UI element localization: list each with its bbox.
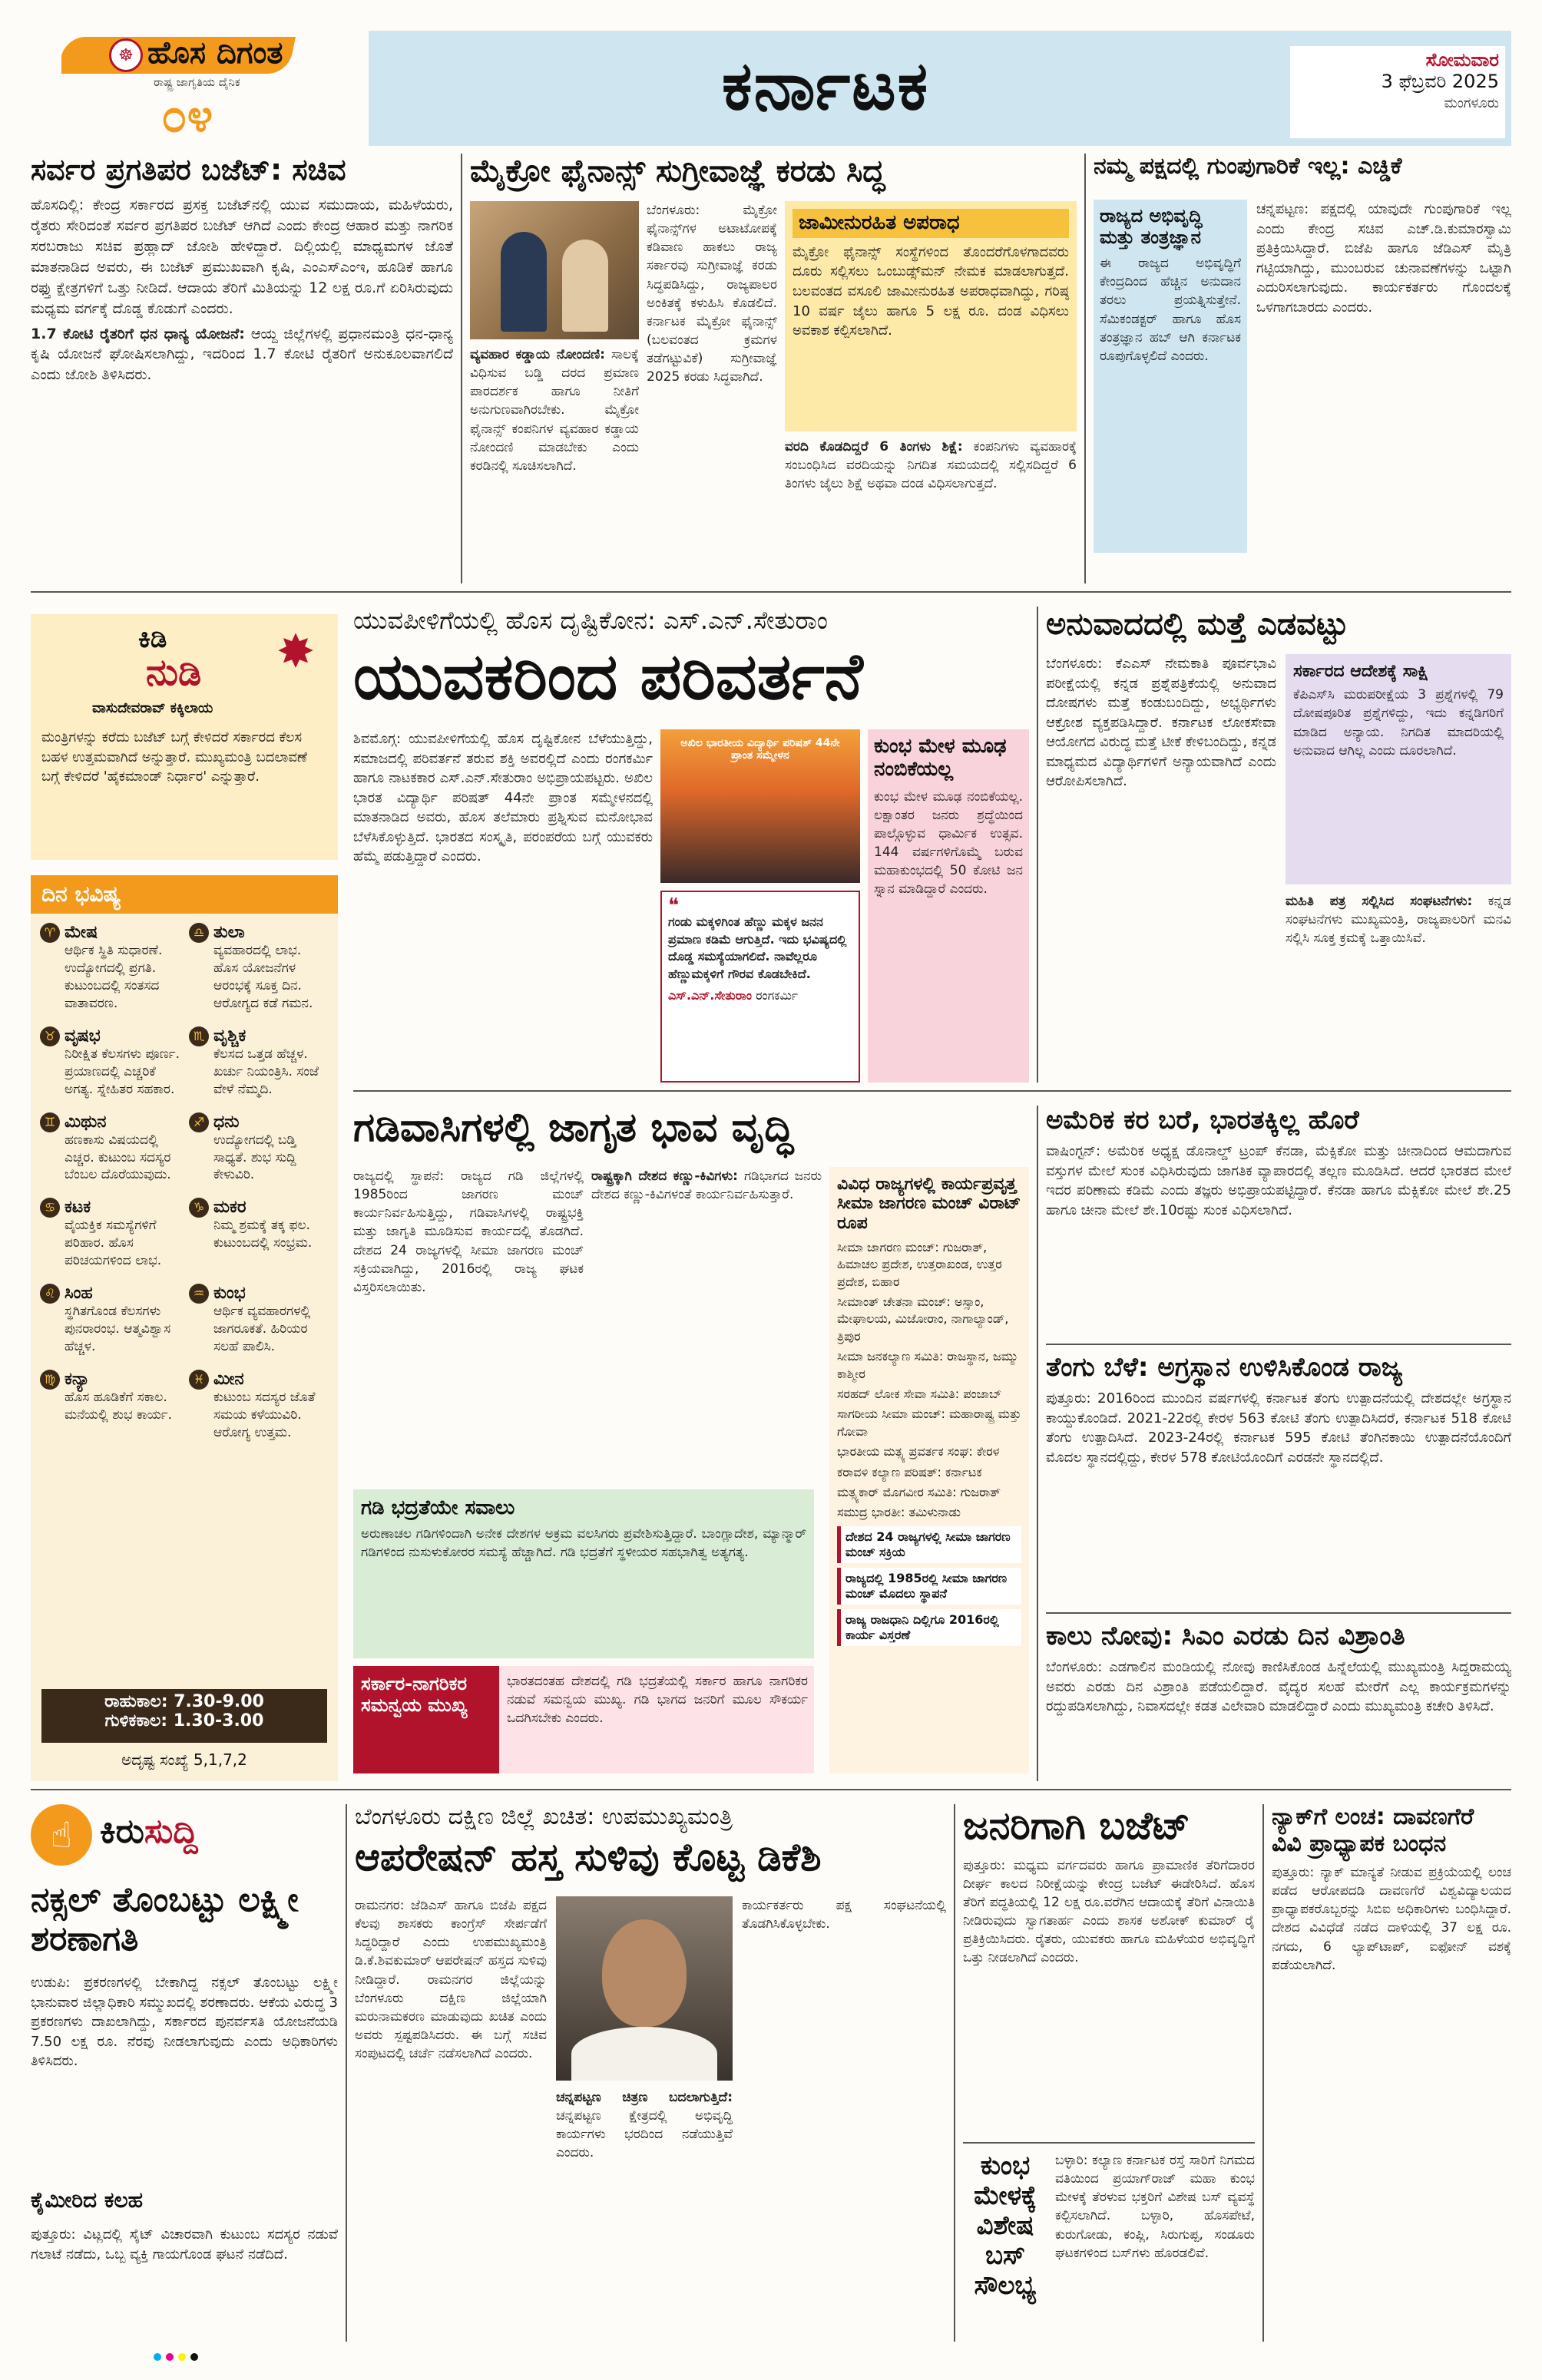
subhead: 1.7 ಕೋಟಿ ರೈತರಿಗೆ ಧನ ಧಾನ್ಯ ಯೋಜನೆ: [31,325,245,342]
kiru-hand-icon: ☝ [31,1804,92,1866]
zodiac-icon: ♉ [40,1026,60,1046]
kidi-title-small: ಕಿಡಿ [138,623,167,654]
sign-name: ಕನ್ಯಾ [65,1370,90,1389]
portrait-body-icon [571,2027,717,2081]
kiru-item-headline: ಕೈಮೀರಿದ ಕಲಹ [31,2188,144,2213]
horoscope-sign [189,1370,329,1442]
sign-content [213,1026,329,1099]
horoscope-sign [40,923,180,1013]
story-body [31,195,453,386]
box-title: ರಾಜ್ಯದ ಅಭಿವೃದ್ಧಿ ಮತ್ತು ತಂತ್ರಜ್ಞಾನ [1100,205,1203,248]
story-body: ಬೆಂಗಳೂರು: ಮೈಕ್ರೋ ಫೈನಾನ್ಸ್‌ಗಳ ಅಟಾಟೋಪಕ್ಕೆ ಕಡಿವಾಣ ಹಾಕಲು ರಾಜ್ಯ ಸರ್ಕಾರವು ಸುಗ್ರೀವಾಜ್ಞೆ ಕರಡು ಸಿದ್ಧಪಡಿಸಿದ್ದು, ರಾಜ್ಯಪಾಲರ ಅಂಕಿತಕ್ಕೆ ಕಳುಹಿಸಿ ಕೊಡಲಿದೆ. ಕರ್ನಾಟಕ ಮೈಕ್ರೋ ಫೈನಾನ್ಸ್ (ಬಲವಂತದ ಕ್ರಮಗಳ ತಡೆಗಟ್ಟುವಿಕೆ) ಸುಗ್ರೀವಾಜ್ಞೆ 2025 ಕರಡು ಸಿದ್ಧವಾಗಿದೆ. [647,203,777,385]
sidebar-title: ವಿವಿಧ ರಾಜ್ಯಗಳಲ್ಲಿ ಕಾರ್ಯಪ್ರವೃತ್ತ ಸೀಮಾ ಜಾಗರಣ ಮಂಚ್ ವಿರಾಟ್ ರೂಪ [837,1175,1021,1233]
story-headline: ನಮ್ಮ ಪಕ್ಷದಲ್ಲಿ ಗುಂಪುಗಾರಿಕೆ ಇಲ್ಲ: ಎಚ್ಡಿಕೆ [1094,154,1402,180]
quote-role: ರಂಗಕರ್ಮಿ [756,987,799,1003]
date-block [1290,46,1505,138]
story-dkshi [355,1804,946,2342]
cyan-mark-icon [154,2353,161,2361]
story-body: ವಾಷಿಂಗ್ಟನ್: ಅಮೆರಿಕ ಅಧ್ಯಕ್ಷ ಡೊನಾಲ್ಡ್ ಟ್ರಂಪ್ ಕೆನಡಾ, ಮೆಕ್ಸಿಕೋ ಮತ್ತು ಚೀನಾದಿಂದ ಆಮದಾಗುವ ವಸ್ತುಗಳ ಮೇಲೆ ಸುಂಕ ವಿಧಿಸಿರುವುದು ಜಾಗತಿಕ ವ್ಯಾಪಾರದಲ್ಲಿ ತಲ್ಲಣ ಮೂಡಿಸಿದೆ. ಆದರೆ ಭಾರತದ ಮೇಲೆ ಇದರ ಪರಿಣಾಮ ಕಡಿಮೆ ಎಂದು ತಜ್ಞರು ಅಭಿಪ್ರಾಯಪಟ್ಟಿದ್ದಾರೆ. ಕೆನಡಾ ಹಾಗೂ ಮೆಕ್ಸಿಕೋ ಮೇಲೆ ಶೇ.25 ಹಾಗೂ ಚೀನಾ ಮೇಲೆ ಶೇ.10ರಷ್ಟು ಸುಂಕ ವಿಧಿಸಲಾಗಿದೆ. [1046,1143,1511,1218]
story-people-budget [963,1804,1255,2342]
person-figure-icon [562,240,608,332]
bail-box [785,201,1077,431]
subhead-text: ಆಯ್ದ ಜಿಲ್ಲೆಗಳಲ್ಲಿ ಪ್ರಧಾನಮಂತ್ರಿ ಧನ-ಧಾನ್ಯ ಕೃಷಿ ಯೋಜನೆ ಘೋಷಿಸಲಾಗಿದ್ದು, ಇದರಿಂದ 1.7 ಕೋಟಿ ರೈತರಿಗೆ ಅನುಕೂಲವಾಗಲಿದೆ ಎಂದು ಜೋಶಿ ತಿಳಿಸಿದರು. [31,325,453,384]
story-body: ಶಿವಮೊಗ್ಗ: ಯುವಪೀಳಿಗೆಯಲ್ಲಿ ಹೊಸ ದೃಷ್ಟಿಕೋನ ಬೆಳೆಯುತ್ತಿದ್ದು, ಸಮಾಜದಲ್ಲಿ ಪರಿವರ್ತನೆ ತರುವ ಶಕ್ತಿ ಅವರಲ್ಲಿದೆ ಎಂದು ರಂಗಕರ್ಮಿ ಹಾಗೂ ನಾಟಕಕಾರ ಎಸ್.ಎನ್.ಸೇತುರಾಂ ಅಭಿಪ್ರಾಯಪಟ್ಟರು. ಅಖಿಲ ಭಾರತ ವಿದ್ಯಾರ್ಥಿ ಪರಿಷತ್ 44ನೇ ಪ್ರಾಂತ ಸಮ್ಮೇಳನದಲ್ಲಿ ಮಾತನಾಡಿದ ಅವರು, ಹೊಸ ತಲೆಮಾರು ಪ್ರಶ್ನಿಸುವ ಮನೋಭಾವ ಬೆಳೆಸಿಕೊಳ್ಳುತ್ತಿದೆ. ಭಾರತದ ಸಂಸ್ಕೃತಿ, ಪರಂಪರೆಯ ಬಗ್ಗೆ ಯುವಕರು ಹೆಮ್ಮೆ ಪಡುತ್ತಿದ್ದಾರೆ ಎಂದರು. [353,731,653,865]
sign-text: ಸ್ಥಗಿತಗೊಂಡ ಕೆಲಸಗಳು ಪುನರಾರಂಭ. ಆತ್ಮವಿಶ್ವಾಸ ಹೆಚ್ಚಳ. [65,1304,171,1355]
row-divider [31,1789,1511,1790]
zodiac-icon: ♎ [189,923,209,943]
person-figure-icon [501,232,547,332]
story-headline: ನ್ಯಾಕ್‌ಗೆ ಲಂಚ: ದಾವಣಗೆರೆ ವಿವಿ ಪ್ರಾಧ್ಯಾಪಕ ಬಂಧನ [1272,1804,1474,1857]
story-coconut [1046,1353,1511,1606]
sign-content [213,923,329,1013]
date-text: 3 ಫೆಬ್ರವರಿ 2025 [1381,71,1499,92]
box-title: ಸರ್ಕಾರ-ನಾಗರಿಕರ ಸಮನ್ವಯ ಮುಖ್ಯ [353,1666,499,1773]
story-headline: ತೆಂಗು ಬೆಳೆ: ಅಗ್ರಸ್ಥಾನ ಉಳಿಸಿಕೊಂಡ ರಾಜ್ಯ [1046,1353,1403,1383]
sign-content [65,1370,180,1442]
story-body-2 [556,2088,733,2342]
microfinance-photo [470,201,639,339]
story-kicker: ಬೆಂಗಳೂರು ದಕ್ಷಿಣ ಜಿಲ್ಲೆ ಖಚಿತ: ಉಪಮುಖ್ಯಮಂತ್ರಿ [355,1804,733,1830]
story-body-2 [1286,892,1511,1076]
horoscope-sign [40,1370,180,1442]
box-body: ಭಾರತದಂತಹ ದೇಶದಲ್ಲಿ ಗಡಿ ಭದ್ರತೆಯಲ್ಲಿ ಸರ್ಕಾರ ಹಾಗೂ ನಾಗರಿಕರ ನಡುವೆ ಸಮನ್ವಯ ಮುಖ್ಯ. ಗಡಿ ಭಾಗದ ಜನರಿಗೆ ಮೂಲ ಸೌಕರ್ಯ ಒದಗಿಸಬೇಕು ಎಂದರು. [507,1674,808,1727]
story-body: ರಾಜ್ಯದಲ್ಲಿ ಸ್ಥಾಪನೆ: ರಾಜ್ಯದ ಗಡಿ ಜಿಲ್ಲೆಗಳಲ್ಲಿ 1985ರಿಂದ ಜಾಗರಣ ಮಂಚ್ ಕಾರ್ಯನಿರ್ವಹಿಸುತ್ತಿದ್ದು, ಗಡಿವಾಸಿಗಳಲ್ಲಿ ರಾಷ್ಟ್ರಭಕ್ತಿ ಮತ್ತು ಜಾಗೃತಿ ಮೂಡಿಸುವ ಕಾರ್ಯದಲ್ಲಿ ತೊಡಗಿದೆ. ದೇಶದ 24 ರಾಜ್ಯಗಳಲ್ಲಿ ಸೀಮಾ ಜಾಗರಣ ಮಂಚ್ ಸಕ್ರಿಯವಾಗಿದ್ದು, 2016ರಲ್ಲಿ ರಾಜ್ಯ ಘಟಕ ವಿಸ್ತರಿಸಲಾಯಿತು. [353,1169,584,1295]
kidi-title: ನುಡಿ [146,651,202,694]
story-body: ಪುತ್ತೂರು: 2016ರಿಂದ ಮುಂದಿನ ವರ್ಷಗಳಲ್ಲಿ ಕರ್ನಾಟಕ ತೆಂಗು ಉತ್ಪಾದನೆಯಲ್ಲಿ ದೇಶದಲ್ಲೇ ಅಗ್ರಸ್ಥಾನ ಕಾಯ್ದುಕೊಂಡಿದೆ. 2021-22ರಲ್ಲಿ ಕೇರಳ 563 ಕೋಟಿ ತೆಂಗು ಉತ್ಪಾದಿಸಿದರೆ, ಕರ್ನಾಟಕ 518 ಕೋಟಿ ತೆಂಗು ಉತ್ಪಾದಿಸಿದೆ. 2023-24ರಲ್ಲಿ ಕರ್ನಾಟಕ 595 ಕೋಟಿ ತೆಂಗಿನಕಾಯಿ ಉತ್ಪಾದನೆಯೊಂದಿಗೆ ಮೊದಲ ಸ್ಥಾನದಲ್ಲಿದ್ದು, ಕೇರಳ 578 ಕೋಟಿಯೊಂದಿಗೆ ಎರಡನೇ ಸ್ಥಾನದಲ್ಲಿದೆ. [1046,1390,1511,1466]
portrait-face-icon [602,1919,687,2027]
sign-content [213,1370,329,1442]
row-divider [1046,1344,1511,1345]
sign-name: ಕಟಕ [65,1198,91,1218]
box-body: ಅರುಣಾಚಲ ಗಡಿಗಳಿಂದಾಗಿ ಅನೇಕ ದೇಶಗಳ ಅಕ್ರಮ ವಲಸಿಗರು ಪ್ರವೇಶಿಸುತ್ತಿದ್ದಾರೆ. ಬಾಂಗ್ಲಾದೇಶ, ಮ್ಯಾನ್ಮಾರ್ ಗಡಿಗಳಿಂದ ನುಸುಳುಕೋರರ ಸಮಸ್ಯೆ ಹೆಚ್ಚಾಗಿದೆ. ಗಡಿ ಭದ್ರತೆಗೆ ಸ್ಥಳೀಯರ ಸಹಭಾಗಿತ್ವ ಅತ್ಯಗತ್ಯ. [361,1526,806,1561]
column-divider [461,154,462,583]
story-body: ಪುತ್ತೂರು: ನ್ಯಾಕ್ ಮಾನ್ಯತೆ ನೀಡುವ ಪ್ರಕ್ರಿಯೆಯಲ್ಲಿ ಲಂಚ ಪಡೆದ ಆರೋಪದಡಿ ದಾವಣಗೆರೆ ವಿಶ್ವವಿದ್ಯಾಲಯದ ಪ್ರಾಧ್ಯಾಪಕರೊಬ್ಬರನ್ನು ಸಿಬಿಐ ಅಧಿಕಾರಿಗಳು ಬಂಧಿಸಿದ್ದಾರೆ. ದೇಶದ ವಿವಿಧೆಡೆ ನಡೆದ ದಾಳಿಯಲ್ಲಿ 37 ಲಕ್ಷ ರೂ. ನಗದು, 6 ಲ್ಯಾಪ್‌ಟಾಪ್, ಐಫೋನ್ ವಶಕ್ಕೆ ಪಡೆಯಲಾಗಿದೆ. [1272,1865,1511,1973]
box-body: ಕುಂಭ ಮೇಳ ಮೂಢ ನಂಬಿಕೆಯಲ್ಲ. ಲಕ್ಷಾಂತರ ಜನರು ಶ್ರದ್ಧೆಯಿಂದ ಪಾಲ್ಗೊಳ್ಳುವ ಧಾರ್ಮಿಕ ಉತ್ಸವ. 144 ವರ್ಷಗಳಿಗೊಮ್ಮೆ ಬರುವ ಮಹಾಕುಂಭದಲ್ಲಿ 50 ಕೋಟಿ ಜನ ಸ್ನಾನ ಮಾಡಿದ್ದಾರೆ ಎಂದರು. [874,788,1023,897]
sign-name: ಮೇಷ [65,923,98,942]
subhead: ವ್ಯವಹಾರ ಕಡ್ಡಾಯ ನೋಂದಣಿ: [470,347,605,362]
box-title: ಜಾಮೀನುರಹಿತ ಅಪರಾಧ [793,209,1069,238]
page-number: ೦೪ [161,89,213,143]
quote-icon: ❝ [668,894,679,917]
story-body: ಬೆಂಗಳೂರು: ಕೆಎಎಸ್ ನೇಮಕಾತಿ ಪೂರ್ವಭಾವಿ ಪರೀಕ್ಷೆಯಲ್ಲಿ ಕನ್ನಡ ಪ್ರಶ್ನೆಪತ್ರಿಕೆಯಲ್ಲಿ ಅನುವಾದ ದೋಷಗಳು ಮತ್ತೆ ಕಂಡುಬಂದಿದ್ದು, ಅಭ್ಯರ್ಥಿಗಳು ಆಕ್ರೋಶ ವ್ಯಕ್ತಪಡಿಸಿದ್ದಾರೆ. ಕರ್ನಾಟಕ ಲೋಕಸೇವಾ ಆಯೋಗದ ವಿರುದ್ಧ ಮತ್ತೆ ಟೀಕೆ ಕೇಳಿಬಂದಿದ್ದು, ಕನ್ನಡ ಮಾಧ್ಯಮದ ವಿದ್ಯಾರ್ಥಿಗಳಿಗೆ ಅನ್ಯಾಯವಾಗಿದೆ ಎಂದು ಆರೋಪಿಸಲಾಗಿದೆ. [1046,656,1276,790]
story-headline: ಕಾಲು ನೋವು: ಸಿಎಂ ಎರಡು ದಿನ ವಿಶ್ರಾಂತಿ [1046,1621,1405,1651]
sign-text: ನಿರೀಕ್ಷಿತ ಕೆಲಸಗಳು ಪೂರ್ಣ. ಪ್ರಯಾಣದಲ್ಲಿ ಎಚ್ಚರಿಕೆ ಅಗತ್ಯ. ಸ್ನೇಹಿತರ ಸಹಕಾರ. [65,1046,180,1097]
photo-banner: ಅಖಿಲ ಭಾರತೀಯ ವಿದ್ಯಾರ್ಥಿ ಪರಿಷತ್ 44ನೇ ಪ್ರಾಂತ ಸಮ್ಮೇಳನ [680,737,840,762]
black-mark-icon [190,2353,198,2361]
logo-tagline: ರಾಷ್ಟ್ರ ಜಾಗೃತಿಯ ದೈನಿಕ [154,75,240,89]
horoscope-box [31,875,338,1781]
box-title: ಕುಂಭ ಮೇಳಕ್ಕೆ ವಿಶೇಷ ಬಸ್ ಸೌಲಭ್ಯ [974,2151,1037,2302]
gulika-kala: ಗುಳಿಕಕಾಲ: 1.30-3.00 [104,1711,264,1730]
coordination-box [353,1666,814,1773]
sidebar-item: ಸೀಮಾಂತ್ ಚೇತನಾ ಮಂಚ್: ಅಸ್ಸಾಂ, ಮೇಘಾಲಯ, ಮಿಜೋರಾಂ, ನಾಗಾಲ್ಯಾಂಡ್, ತ್ರಿಪುರ [837,1294,1009,1344]
zodiac-grid [31,914,338,1459]
box-body: ಈ ರಾಜ್ಯದ ಅಭಿವೃದ್ಧಿಗೆ ಕೇಂದ್ರದಿಂದ ಹೆಚ್ಚಿನ ಅನುದಾನ ತರಲು ಪ್ರಯತ್ನಿಸುತ್ತೇನೆ. ಸೆಮಿಕಂಡಕ್ಟರ್ ಹಾಗೂ ಹೊಸ ತಂತ್ರಜ್ಞಾನ ಹಬ್ ಆಗಿ ಕರ್ನಾಟಕ ರೂಪುಗೊಳ್ಳಲಿದೆ ಎಂದರು. [1100,256,1241,364]
row-divider [1046,1612,1511,1614]
dkshi-portrait [556,1896,733,2081]
kiru-item-headline: ನಕ್ಸಲ್ ತೊಂಬಟ್ಟು ಲಕ್ಷ್ಮೀ ಶರಣಾಗತಿ [31,1881,299,1959]
story-body-3 [785,438,1077,576]
sidebar-item: ಸೀಮಾ ಜನಕಲ್ಯಾಣ ಸಮಿತಿ: ರಾಜಸ್ಥಾನ, ಜಮ್ಮು ಕಾಶ್ಮೀರ [837,1349,1019,1381]
horoscope-sign [189,923,329,1013]
sign-content [65,1198,180,1270]
rahu-kala: ರಾಹುಕಾಲ: 7.30-9.00 [104,1692,264,1711]
story-body-2 [591,1167,822,1489]
row-divider [353,1090,1511,1092]
column-divider [1037,607,1038,1083]
zodiac-icon: ♌ [40,1284,60,1304]
day-name: ಸೋಮವಾರ [1425,49,1499,71]
story-headline: ಅನುವಾದದಲ್ಲಿ ಮತ್ತೆ ಎಡವಟ್ಟು [1046,607,1348,642]
fact-item: ರಾಜ್ಯದಲ್ಲಿ 1985ರಲ್ಲಿ ಸೀಮಾ ಜಾಗರಣ ಮಂಚ್ ಮೊದಲು ಸ್ಥಾಪನೆ [837,1568,1021,1605]
story-factionalism [1094,154,1511,583]
facts-list [837,1526,1021,1646]
horoscope-sign [189,1284,329,1356]
box-body: ಬಳ್ಳಾರಿ: ಕಲ್ಯಾಣ ಕರ್ನಾಟಕ ರಸ್ತೆ ಸಾರಿಗೆ ನಿಗಮದ ವತಿಯಿಂದ ಪ್ರಯಾಗ್‌ರಾಜ್ ಮಹಾ ಕುಂಭ ಮೇಳಕ್ಕೆ ತೆರಳುವ ಭಕ್ತರಿಗೆ ವಿಶೇಷ ಬಸ್ ವ್ಯವಸ್ಥೆ ಕಲ್ಪಿಸಲಾಗಿದೆ. ಬಳ್ಳಾರಿ, ಹೊಸಪೇಟೆ, ಕುರುಗೋಡು, ಕಂಪ್ಲಿ, ಸಿರುಗುಪ್ಪ, ಸಂಡೂರು ಘಟಕಗಳಿಂದ ಬಸ್‌ಗಳು ಹೊರಡಲಿವೆ. [1055,2153,1255,2261]
story-body: ಪುತ್ತೂರು: ಮಧ್ಯಮ ವರ್ಗದವರು ಹಾಗೂ ಪ್ರಾಮಾಣಿಕ ತೆರಿಗೆದಾರರ ದೀರ್ಘ ಕಾಲದ ನಿರೀಕ್ಷೆಯನ್ನು ಕೇಂದ್ರ ಬಜೆಟ್ ಈಡೇರಿಸಿದೆ. ಹೊಸ ತೆರಿಗೆ ಪದ್ಧತಿಯಲ್ಲಿ 12 ಲಕ್ಷ ರೂ.ವರೆಗಿನ ಆದಾಯಕ್ಕೆ ತೆರಿಗೆ ವಿನಾಯಿತಿ ನೀಡಿರುವುದು ಸ್ವಾಗತಾರ್ಹ ಎಂದು ಶಾಸಕ ಅಶೋಕ್ ಕುಮಾರ್ ರೈ ಪ್ರತಿಕ್ರಿಯಿಸಿದರು. ರೈತರು, ಯುವಕರು ಹಾಗೂ ಮಹಿಳೆಯರ ಅಭಿವೃದ್ಧಿಗೆ ಒತ್ತು ನೀಡಲಾಗಿದೆ ಎಂದರು. [963,1857,1255,1966]
column-divider [1037,1106,1038,1781]
sign-content [65,1112,180,1185]
subhead-text: ಕಂಪನಿಗಳು ವ್ಯವಹಾರಕ್ಕೆ ಸಂಬಂಧಿಸಿದ ವರದಿಯನ್ನು ನಿಗದಿತ ಸಮಯದಲ್ಲಿ ಸಲ್ಲಿಸದಿದ್ದರೆ 6 ತಿಂಗಳು ಜೈಲು ಶಿಕ್ಷೆ ಅಥವಾ ದಂಡ ವಿಧಿಸಲಾಗುತ್ತದೆ. [785,439,1077,492]
quote-attribution [668,988,852,1003]
kidi-spark-icon: ✸ [276,625,316,679]
sidebar-item: ಭಾರತೀಯ ಮತ್ಸ್ಯ ಪ್ರವರ್ತಕ ಸಂಘ: ಕೇರಳ [837,1444,1000,1459]
column-divider [1262,1804,1264,2342]
kiru-title-1: ಕಿರು [100,1812,144,1851]
subhead-text: ಗಡಿಭಾಗದ ಜನರು ದೇಶದ ಕಣ್ಣು-ಕಿವಿಗಳಂತೆ ಕಾರ್ಯನಿರ್ವಹಿಸುತ್ತಾರೆ. [591,1169,822,1203]
sign-text: ಆರ್ಥಿಕ ವ್ಯವಹಾರಗಳಲ್ಲಿ ಜಾಗರೂಕತೆ. ಹಿರಿಯರ ಸಲಹೆ ಪಾಲಿಸಿ. [213,1304,311,1355]
story-body: ಚನ್ನಪಟ್ಟಣ: ಪಕ್ಷದಲ್ಲಿ ಯಾವುದೇ ಗುಂಪುಗಾರಿಕೆ ಇಲ್ಲ ಎಂದು ಕೇಂದ್ರ ಸಚಿವ ಎಚ್.ಡಿ.ಕುಮಾರಸ್ವಾಮಿ ಪ್ರತಿಕ್ರಿಯಿಸಿದ್ದಾರೆ. ಬಿಜೆಪಿ ಹಾಗೂ ಜೆಡಿಎಸ್ ಮೈತ್ರಿ ಗಟ್ಟಿಯಾಗಿದ್ದು, ಮುಂಬರುವ ಚುನಾವಣೆಗಳನ್ನು ಒಟ್ಟಾಗಿ ಎದುರಿಸಲಾಗುವುದು. ಕಾರ್ಯಕರ್ತರು ಗೊಂದಲಕ್ಕೆ ಒಳಗಾಗಬಾರದು ಎಂದರು. [1256,201,1511,316]
sign-text: ಆರ್ಥಿಕ ಸ್ಥಿತಿ ಸುಧಾರಣೆ. ಉದ್ಯೋಗದಲ್ಲಿ ಪ್ರಗತಿ. ಕುಟುಂಬದಲ್ಲಿ ಸಂತಸದ ವಾತಾವರಣ. [65,943,163,1011]
sidebar-item: ಮತ್ಸ್ಯಕಾರ್ ಮೊಗವೀರ ಸಮಿತಿ: ಗುಜರಾತ್ [837,1484,1001,1499]
story-translation [1046,607,1511,1083]
sidebar-item: ಸಮುದ್ರ ಭಾರತೀ: ತಮಿಳುನಾಡು [837,1505,961,1520]
kiru-item-body: ಉಡುಪಿ: ಪ್ರಕರಣಗಳಲ್ಲಿ ಬೇಕಾಗಿದ್ದ ನಕ್ಸಲ್ ತೊಂಬಟ್ಟು ಲಕ್ಷ್ಮೀ ಭಾನುವಾರ ಜಿಲ್ಲಾಧಿಕಾರಿ ಸಮ್ಮುಖದಲ್ಲಿ ಶರಣಾದರು. ಆಕೆಯ ವಿರುದ್ಧ 3 ಪ್ರಕರಣಗಳು ದಾಖಲಾಗಿದ್ದು, ಸರ್ಕಾರದ ಪುನರ್ವಸತಿ ಯೋಜನೆಯಡಿ 7.50 ಲಕ್ಷ ರೂ. ನೆರವು ನೀಡಲಾಗುವುದು ಎಂದು ಅಧಿಕಾರಿಗಳು ತಿಳಿಸಿದರು. [31,1975,338,2070]
story-body: ರಾಮನಗರ: ಜೆಡಿಎಸ್ ಹಾಗೂ ಬಿಜೆಪಿ ಪಕ್ಷದ ಕೆಲವು ಶಾಸಕರು ಕಾಂಗ್ರೆಸ್ ಸೇರ್ಪಡೆಗೆ ಸಿದ್ಧರಿದ್ದಾರೆ ಎಂದು ಉಪಮುಖ್ಯಮಂತ್ರಿ ಡಿ.ಕೆ.ಶಿವಕುಮಾರ್ ಆಪರೇಷನ್ ಹಸ್ತದ ಸುಳಿವು ನೀಡಿದ್ದಾರೆ. ರಾಮನಗರ ಜಿಲ್ಲೆಯನ್ನು ಬೆಂಗಳೂರು ದಕ್ಷಿಣ ಜಿಲ್ಲೆಯಾಗಿ ಮರುನಾಮಕರಣ ಮಾಡುವುದು ಖಚಿತ ಎಂದು ಅವರು ಸ್ಪಷ್ಟಪಡಿಸಿದರು. ಈ ಬಗ್ಗೆ ಸಚಿವ ಸಂಪುಟದಲ್ಲಿ ಚರ್ಚೆ ನಡೆಸಲಾಗಿದೆ ಎಂದರು. [355,1898,547,2061]
horoscope-sign [189,1198,329,1270]
zodiac-icon: ♒ [189,1284,209,1304]
states-sidebar [829,1167,1029,1773]
sign-text: ಹಣಕಾಸು ವಿಷಯದಲ್ಲಿ ಎಚ್ಚರ. ಕುಟುಂಬ ಸದಸ್ಯರ ಬೆಂಬಲ ದೊರೆಯುವುದು. [65,1132,171,1183]
sign-text: ಹೊಸ ಹೂಡಿಕೆಗೆ ಸಕಾಲ. ಮನೆಯಲ್ಲಿ ಶುಭ ಕಾರ್ಯ. [65,1390,173,1423]
logo-block [61,31,338,146]
story-headline: ಮೈಕ್ರೋ ಫೈನಾನ್ಸ್ ಸುಗ್ರೀವಾಜ್ಞೆ ಕರಡು ಸಿದ್ಧ [470,154,885,189]
development-box [1094,200,1247,553]
sign-content [213,1198,329,1270]
box-body: ಮೈಕ್ರೋ ಫೈನಾನ್ಸ್ ಸಂಸ್ಥೆಗಳಿಂದ ತೊಂದರೆಗೊಳಗಾದವರು ದೂರು ಸಲ್ಲಿಸಲು ಒಂಬುಡ್ಸ್‌ಮನ್ ನೇಮಕ ಮಾಡಲಾಗುತ್ತದೆ. ಬಲವಂತದ ವಸೂಲಿ ಜಾಮೀನುರಹಿತ ಅಪರಾಧವಾಗಿದ್ದು, ಗರಿಷ್ಠ 10 ವರ್ಷ ಜೈಲು ಹಾಗೂ 5 ಲಕ್ಷ ರೂ. ದಂಡ ವಿಧಿಸಲು ಅವಕಾಶ ಕಲ್ಪಿಸಲಾಗಿದೆ. [793,243,1069,339]
zodiac-icon: ♏ [189,1026,209,1046]
column-divider [954,1804,955,2342]
zodiac-icon: ♓ [189,1370,209,1390]
subhead-text: ಕನ್ನಡ ಸಂಘಟನೆಗಳು ಮುಖ್ಯಮಂತ್ರಿ, ರಾಜ್ಯಪಾಲರಿಗೆ ಮನವಿ ಸಲ್ಲಿಸಿ ಸೂಕ್ತ ಕ್ರಮಕ್ಕೆ ಒತ್ತಾಯಿಸಿವೆ. [1286,894,1511,947]
sign-name: ತುಲಾ [213,923,245,942]
quote-box [660,891,860,1083]
edition-name: ಮಂಗಳೂರು [1444,95,1499,111]
horoscope-title: ದಿನ ಭವಿಷ್ಯ [31,875,338,914]
logo-emblem-icon: ☸ [109,38,143,72]
story-body-3: ಕಾರ್ಯಕರ್ತರು ಪಕ್ಷ ಸಂಘಟನೆಯಲ್ಲಿ ತೊಡಗಿಸಿಕೊಳ್ಳಬೇಕು. [742,1898,946,1932]
magenta-mark-icon [166,2353,174,2361]
sign-name: ವೃಷಭ [65,1026,101,1046]
sign-name: ಮೀನ [213,1370,244,1389]
kiru-suddi [31,1804,338,2342]
sign-content [65,923,180,1013]
story-headline: ಗಡಿವಾಸಿಗಳಲ್ಲಿ ಜಾಗೃತ ಭಾವ ವೃದ್ಧಿ [353,1106,794,1151]
horoscope-sign [189,1026,329,1099]
story-headline: ಯುವಕರಿಂದ ಪರಿವರ್ತನೆ [353,638,863,714]
kiru-title-2: ಸುದ್ದಿ [144,1812,198,1851]
section-title: ಕರ್ನಾಟಕ [722,46,930,125]
sidebar-item: ಸಾಗರೀಯ ಸೀಮಾ ಮಂಚ್: ಮಹಾರಾಷ್ಟ್ರ ಮತ್ತು ಗೋವಾ [837,1407,1021,1439]
subhead: ರಾಷ್ಟ್ರಕ್ಕಾಗಿ ದೇಶದ ಕಣ್ಣು-ಕಿವಿಗಳು: [591,1169,738,1184]
subhead: ವರದಿ ಕೊಡದಿದ್ದರೆ 6 ತಿಂಗಳು ಶಿಕ್ಷೆ: [785,439,963,455]
story-headline: ಅಮೆರಿಕ ಕರ ಬರೆ, ಭಾರತಕ್ಕಿಲ್ಲ ಹೊರೆ [1046,1106,1359,1135]
logo-text: ಹೊಸ ದಿಗಂತ [147,35,283,71]
story-paragraph: ಹೊಸದಿಲ್ಲಿ: ಕೇಂದ್ರ ಸರ್ಕಾರದ ಪ್ರಸಕ್ತ ಬಜೆಟ್‌ನಲ್ಲಿ ಯುವ ಸಮುದಾಯ, ಮಹಿಳೆಯರು, ರೈತರು ಸೇರಿದಂತೆ ಸರ್ವರ ಪ್ರಗತಿಪರ ಬಜೆಟ್ ಆಗಿದೆ ಎಂದು ಕೇಂದ್ರ ಆಹಾರ ಮತ್ತು ನಾಗರಿಕ ಸರಬರಾಜು ಸಚಿವ ಪ್ರಹ್ಲಾದ್ ಜೋಶಿ ಹೇಳಿದ್ದಾರೆ. ದಿಲ್ಲಿಯಲ್ಲಿ ಮಾಧ್ಯಮಗಳ ಜೊತೆ ಮಾತನಾಡಿದ ಅವರು, ಈ ಬಜೆಟ್ ಪ್ರಮುಖವಾಗಿ ಕೃಷಿ, ಎಂಎಸ್‌ಎಂಇ, ಹೂಡಿಕೆ ಹಾಗೂ ರಫ್ತು ಕ್ಷೇತ್ರಗಳಿಗೆ ಒತ್ತು ನೀಡಿದೆ. ಆದಾಯ ತೆರಿಗೆ ಮಿತಿಯನ್ನು 12 ಲಕ್ಷ ರೂ.ಗೆ ಏರಿಸಿರುವುದು ಮಧ್ಯಮ ವರ್ಗಕ್ಕೆ ದೊಡ್ಡ ಕೊಡುಗೆ ಎಂದರು. [31,196,453,317]
sign-name: ವೃಶ್ಚಿಕ [213,1026,247,1046]
story-headline: ಜನರಿಗಾಗಿ ಬಜೆಟ್ [963,1804,1190,1848]
story-body-2 [470,345,639,576]
sign-content [65,1026,180,1099]
sign-text: ಕುಟುಂಬ ಸದಸ್ಯರ ಜೊತೆ ಸಮಯ ಕಳೆಯುವಿರಿ. ಆರೋಗ್ಯ ಉತ್ತಮ. [213,1390,316,1440]
story-nac [1272,1804,1511,2342]
column-divider [1084,154,1086,583]
sign-content [65,1284,180,1356]
box-title: ಕುಂಭ ಮೇಳ ಮೂಢ ನಂಬಿಕೆಯಲ್ಲ [874,735,1007,781]
horoscope-sign [40,1198,180,1270]
quote-text: ಗಂಡು ಮಕ್ಕಳಿಗಿಂತ ಹೆಣ್ಣು ಮಕ್ಕಳ ಜನನ ಪ್ರಮಾಣ ಕಡಿಮೆ ಆಗುತ್ತಿದೆ. ಇದು ಭವಿಷ್ಯದಲ್ಲಿ ದೊಡ್ಡ ಸಮಸ್ಯೆಯಾಗಲಿದೆ. ನಾವೆಲ್ಲರೂ ಹೆಣ್ಣುಮಕ್ಕಳಿಗೆ ಗೌರವ ಕೊಡಬೇಕಿದೆ. [668,914,847,982]
sign-name: ಸಿಂಹ [65,1284,93,1304]
horoscope-sign [189,1112,329,1185]
quote-author: ಎಸ್.ಎನ್.ಸೇತುರಾಂ [668,987,752,1003]
kiru-title [100,1812,330,1866]
sign-text: ವ್ಯವಹಾರದಲ್ಲಿ ಲಾಭ. ಹೊಸ ಯೋಜನೆಗಳ ಆರಂಭಕ್ಕೆ ಸೂಕ್ತ ದಿನ. ಆರೋಗ್ಯದ ಕಡೆ ಗಮನ. [213,943,313,1011]
story-microfinance [470,154,1077,583]
sign-content [213,1284,329,1356]
horoscope-sign [40,1026,180,1099]
story-paragraph [31,324,453,386]
sign-text: ನಿಮ್ಮ ಶ್ರಮಕ್ಕೆ ತಕ್ಕ ಫಲ. ಕುಟುಂಬದಲ್ಲಿ ಸಂಭ್ರಮ. [213,1218,313,1251]
rahu-kala-box [41,1689,327,1743]
sign-name: ಕುಂಭ [213,1284,246,1304]
sign-name: ಮಕರ [213,1198,247,1218]
kidi-byline: ವಾಸುದೇವರಾವ್ ಕಕ್ಕಿಲಾಯ [92,700,213,716]
fact-item: ರಾಜ್ಯ ರಾಜಧಾನಿ ದಿಲ್ಲಿಗೂ 2016ರಲ್ಲಿ ಕಾರ್ಯ ವಿಸ್ತರಣೆ [837,1609,1021,1646]
story-headline: ಸರ್ವರ ಪ್ರಗತಿಪರ ಬಜೆಟ್: ಸಚಿವ [31,154,346,187]
zodiac-icon: ♐ [189,1112,209,1132]
registration-marks [154,2349,1382,2372]
sidebar-item: ಸೀಮಾ ಜಾಗರಣ ಮಂಚ್: ಗುಜರಾತ್, ಹಿಮಾಚಲ ಪ್ರದೇಶ, ಉತ್ತರಾಖಂಡ, ಉತ್ತರ ಪ್ರದೇಶ, ಬಿಹಾರ [837,1239,1002,1289]
story-gadi [353,1106,1029,1781]
subhead-text: ಸಾಲಕ್ಕೆ ವಿಧಿಸುವ ಬಡ್ಡಿ ದರದ ಪ್ರಮಾಣ ಪಾರದರ್ಶಕ ಹಾಗೂ ನೀತಿಗೆ ಅನುಗುಣವಾಗಿರಬೇಕು. ಮೈಕ್ರೋ ಫೈನಾನ್ಸ್ ಕಂಪನಿಗಳ ವ್ಯವಹಾರ ಕಡ್ಡಾಯ ನೋಂದಣಿ ಮಾಡಬೇಕು ಎಂದು ಕರಡಿನಲ್ಲಿ ಸೂಚಿಸಲಾಗಿದೆ. [470,347,639,474]
story-headline: ಆಪರೇಷನ್ ಹಸ್ತ ಸುಳಿವು ಕೊಟ್ಟ ಡಿಕೆಶಿ [355,1834,822,1879]
border-security-box [353,1489,814,1658]
masthead [31,31,1511,146]
box-title: ಸರ್ಕಾರದ ಆದೇಶಕ್ಕೆ ಸಾಕ್ಷಿ [1293,662,1428,681]
kidi-nudi-box [31,614,338,860]
story-body: ಬೆಂಗಳೂರು: ಎಡಗಾಲಿನ ಮಂಡಿಯಲ್ಲಿ ನೋವು ಕಾಣಿಸಿಕೊಂಡ ಹಿನ್ನೆಲೆಯಲ್ಲಿ ಮುಖ್ಯಮಂತ್ರಿ ಸಿದ್ದರಾಮಯ್ಯ ಅವರು ಎರಡು ದಿನ ವಿಶ್ರಾಂತಿ ಪಡೆಯಲಿದ್ದಾರೆ. ವೈದ್ಯರ ಸಲಹೆ ಮೇರೆಗೆ ಎಲ್ಲ ಕಾರ್ಯಕ್ರಮಗಳನ್ನು ರದ್ದುಪಡಿಸಲಾಗಿದ್ದು, ನಿವಾಸದಲ್ಲೇ ಕಡತ ವಿಲೇವಾರಿ ಮಾಡಲಿದ್ದಾರೆ ಎಂದು ಮುಖ್ಯಮಂತ್ರಿ ಕಚೇರಿ ತಿಳಿಸಿದೆ. [1046,1659,1511,1715]
sidebar-item: ಕರಾವಳಿ ಕಲ್ಯಾಣ ಪರಿಷತ್: ಕರ್ನಾಟಕ [837,1464,982,1479]
zodiac-icon: ♍ [40,1370,60,1390]
subhead: ಮಹಿತಿ ಪತ್ರ ಸಲ್ಲಿಸಿದ ಸಂಘಟನೆಗಳು: [1286,894,1473,909]
story-knee [1046,1621,1511,1783]
horoscope-sign [40,1112,180,1185]
lucky-number: ಅದೃಷ್ಟ ಸಂಖ್ಯೆ 5,1,7,2 [121,1750,247,1769]
kidi-quote: ಮಂತ್ರಿಗಳನ್ನು ಕರೆದು ಬಜೆಟ್ ಬಗ್ಗೆ ಕೇಳಿದರೆ ಸರ್ಕಾರದ ಕೆಲಸ ಬಹಳ ಉತ್ತಮವಾಗಿದೆ ಅನ್ನುತ್ತಾರೆ. ಮುಖ್ಯಮಂತ್ರಿ ಬದಲಾವಣೆ ಬಗ್ಗೆ ಕೇಳಿದರೆ 'ಹೈಕಮಾಂಡ್ ನಿರ್ಧಾರ' ಎನ್ನುತ್ತಾರೆ. [41,729,308,785]
yellow-mark-icon [178,2353,186,2361]
kiru-item-body: ಪುತ್ತೂರು: ವಿಟ್ಲದಲ್ಲಿ ಸೈಟ್ ವಿಚಾರವಾಗಿ ಕುಟುಂಬ ಸದಸ್ಯರ ನಡುವೆ ಗಲಾಟೆ ನಡೆದು, ಒಬ್ಬ ವ್ಯಕ್ತಿ ಗಾಯಗೊಂಡ ಘಟನೆ ನಡೆದಿದೆ. [31,2226,338,2263]
subhead-text: ಚನ್ನಪಟ್ಟಣ ಕ್ಷೇತ್ರದಲ್ಲಿ ಅಭಿವೃದ್ಧಿ ಕಾರ್ಯಗಳು ಭರದಿಂದ ನಡೆಯುತ್ತಿವೆ ಎಂದರು. [556,2108,733,2161]
sidebar-list [837,1239,1021,1522]
subhead: ಚನ್ನಪಟ್ಟಣ ಚಿತ್ರಣ ಬದಲಾಗುತ್ತಿದೆ: [556,2090,733,2105]
evidence-box [1286,654,1511,884]
zodiac-icon: ♋ [40,1198,60,1218]
box-title: ಗಡಿ ಭದ್ರತೆಯೇ ಸವಾಲು [361,1496,515,1519]
box-body: ಕೆಪಿಎಸ್‌ಸಿ ಮರುಪರೀಕ್ಷೆಯ 3 ಪ್ರಶ್ನೆಗಳಲ್ಲಿ 79 ದೋಷಪೂರಿತ ಪ್ರಶ್ನೆಗಳಿದ್ದು, ಇದು ಕನ್ನಡಿಗರಿಗೆ ಮಾಡಿದ ಅನ್ಯಾಯ. ನಿಗದಿತ ಮಾದರಿಯಲ್ಲಿ ಅನುವಾದ ಆಗಿಲ್ಲ ಎಂದು ದೂರಲಾಗಿದೆ. [1293,687,1504,759]
kumbh-bus-box [963,2142,1255,2342]
zodiac-icon: ♑ [189,1198,209,1218]
event-photo [660,729,860,883]
row-divider [31,591,1511,593]
sign-text: ವೈಯಕ್ತಿಕ ಸಮಸ್ಯೆಗಳಿಗೆ ಪರಿಹಾರ. ಹೊಸ ಪರಿಚಯಗಳಿಂದ ಲಾಭ. [65,1218,162,1269]
horoscope-sign [40,1284,180,1356]
story-sethuram [353,607,1029,1083]
fact-item: ದೇಶದ 24 ರಾಜ್ಯಗಳಲ್ಲಿ ಸೀಮಾ ಜಾಗರಣ ಮಂಚ್ ಸಕ್ರಿಯ [837,1526,1021,1563]
story-budget [31,154,453,583]
story-us-tax [1046,1106,1511,1336]
sign-name: ಮಿಥುನ [65,1112,107,1132]
sidebar-item: ಸರಹದ್ ಲೋಕ ಸೇವಾ ಸಮಿತಿ: ಪಂಜಾಬ್ [837,1387,1002,1402]
kumbh-box [868,729,1029,1083]
sign-name: ಧನು [213,1112,240,1132]
sign-text: ಉದ್ಯೋಗದಲ್ಲಿ ಬಡ್ತಿ ಸಾಧ್ಯತೆ. ಶುಭ ಸುದ್ದಿ ಕೇಳುವಿರಿ. [213,1132,296,1183]
zodiac-icon: ♊ [40,1112,60,1132]
column-divider [346,1804,347,2342]
sign-content [213,1112,329,1185]
zodiac-icon: ♈ [40,923,60,943]
sign-text: ಕೆಲಸದ ಒತ್ತಡ ಹೆಚ್ಚಳ. ಖರ್ಚು ನಿಯಂತ್ರಿಸಿ. ಸಂಜೆ ವೇಳೆ ನೆಮ್ಮದಿ. [213,1046,319,1097]
story-kicker: ಯುವಪೀಳಿಗೆಯಲ್ಲಿ ಹೊಸ ದೃಷ್ಟಿಕೋನ: ಎಸ್.ಎನ್.ಸೇತುರಾಂ [353,607,828,635]
